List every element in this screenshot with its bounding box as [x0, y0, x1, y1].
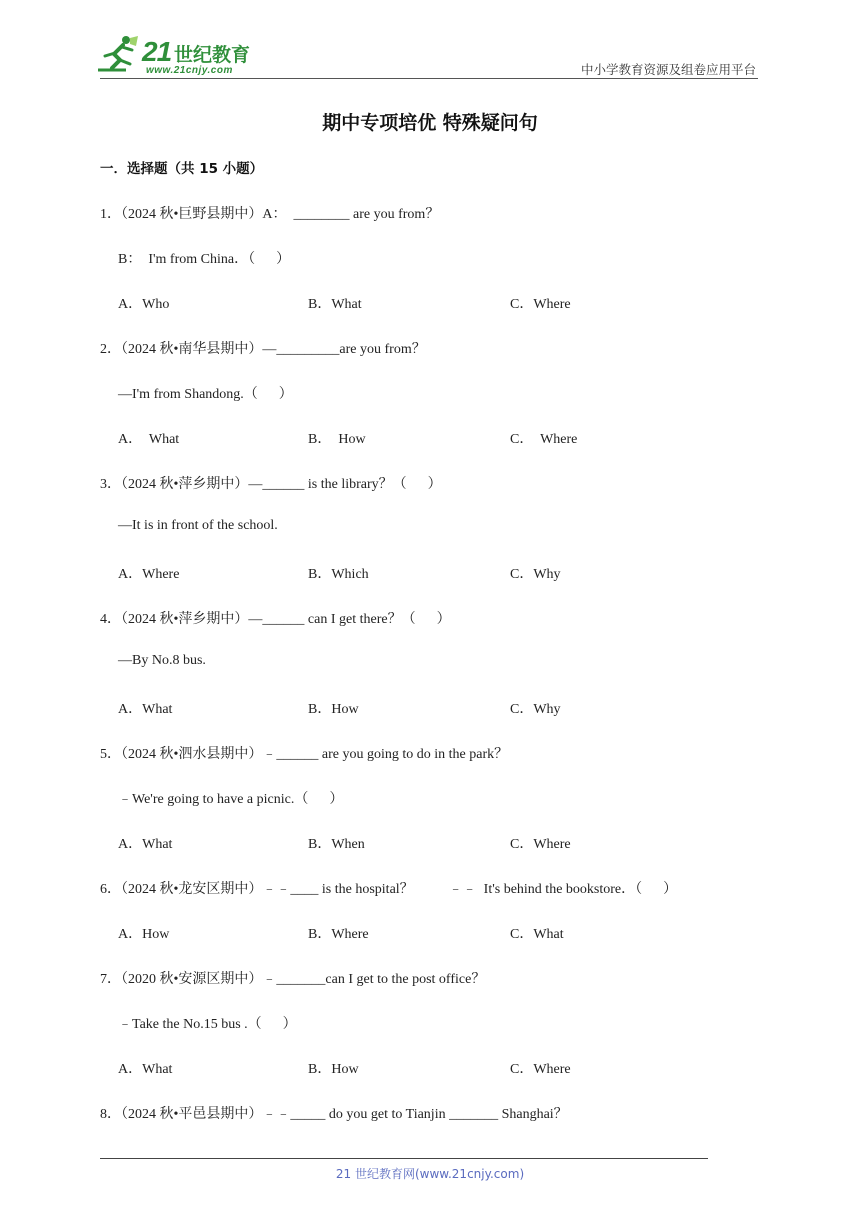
- page-title: 期中专项培优 特殊疑问句: [322, 112, 538, 134]
- option-b[interactable]: B．How: [308, 1062, 359, 1077]
- option-b[interactable]: B．Where: [308, 927, 369, 942]
- question-stem: 6．（2024 秋•龙安区期中）﹣﹣____ is the hospital？ ﹣﹣ It's behind the bookstore．（ ）: [100, 882, 678, 897]
- option-c[interactable]: C． Where: [510, 432, 578, 447]
- question-stem: 8．（2024 秋•平邑县期中）﹣﹣_____ do you get to Tianjin _______ Shanghai？: [100, 1107, 568, 1122]
- logo-name: 世纪教育: [174, 44, 251, 66]
- section-heading: 一．选择题（共 15 小题）: [100, 161, 264, 177]
- footer-divider: [100, 1158, 708, 1159]
- question-stem: 4．（2024 秋•萍乡期中）—______ can I get there？（ ）: [100, 612, 451, 627]
- option-c[interactable]: C．Where: [510, 297, 571, 312]
- question-sub: —I'm from Shandong.（ ）: [118, 387, 293, 402]
- question-sub: —It is in front of the school.: [118, 518, 278, 533]
- option-c[interactable]: C．Where: [510, 1062, 571, 1077]
- site-logo[interactable]: [96, 34, 266, 78]
- question-stem: 5．（2024 秋•泗水县期中）﹣______ are you going to do in the park？: [100, 747, 509, 762]
- footer-link[interactable]: 21 世纪教育网(www.21cnjy.com): [335, 1167, 525, 1181]
- page-header: [0, 0, 860, 82]
- option-c[interactable]: C．Where: [510, 837, 571, 852]
- option-c[interactable]: C．What: [510, 927, 564, 942]
- option-a[interactable]: A． What: [118, 432, 180, 447]
- option-a[interactable]: A．Where: [118, 567, 180, 582]
- option-b[interactable]: B．When: [308, 837, 365, 852]
- option-a[interactable]: A．Who: [118, 297, 170, 312]
- question-stem: 2．（2024 秋•南华县期中）—_________are you from？: [100, 342, 426, 357]
- platform-tagline: 中小学教育资源及组卷应用平台: [580, 62, 756, 77]
- question-sub: —By No.8 bus.: [118, 653, 206, 668]
- option-b[interactable]: B．What: [308, 297, 362, 312]
- logo-url: www.21cnjy.com: [146, 65, 233, 76]
- question-stem: 3．（2024 秋•萍乡期中）—______ is the library？（ ）: [100, 477, 442, 492]
- option-b[interactable]: B．Which: [308, 567, 369, 582]
- question-sub: B： I'm from China．（ ）: [118, 252, 291, 267]
- option-c[interactable]: C．Why: [510, 567, 561, 582]
- question-sub: ﹣We're going to have a picnic.（ ）: [118, 792, 344, 807]
- option-a[interactable]: A．What: [118, 702, 173, 717]
- option-a[interactable]: A．What: [118, 837, 173, 852]
- option-a[interactable]: A．What: [118, 1062, 173, 1077]
- option-c[interactable]: C．Why: [510, 702, 561, 717]
- logo-number: 21: [142, 36, 172, 67]
- running-man-icon: [96, 34, 140, 74]
- question-stem: 1．（2024 秋•巨野县期中）A： ________ are you from？: [100, 207, 440, 222]
- option-b[interactable]: B．How: [308, 702, 359, 717]
- header-divider: [100, 78, 758, 79]
- question-stem: 7．（2020 秋•安源区期中）﹣_______can I get to the post office？: [100, 972, 486, 987]
- option-a[interactable]: A．How: [118, 927, 170, 942]
- option-b[interactable]: B． How: [308, 432, 366, 447]
- question-sub: ﹣Take the No.15 bus .（ ）: [118, 1017, 297, 1032]
